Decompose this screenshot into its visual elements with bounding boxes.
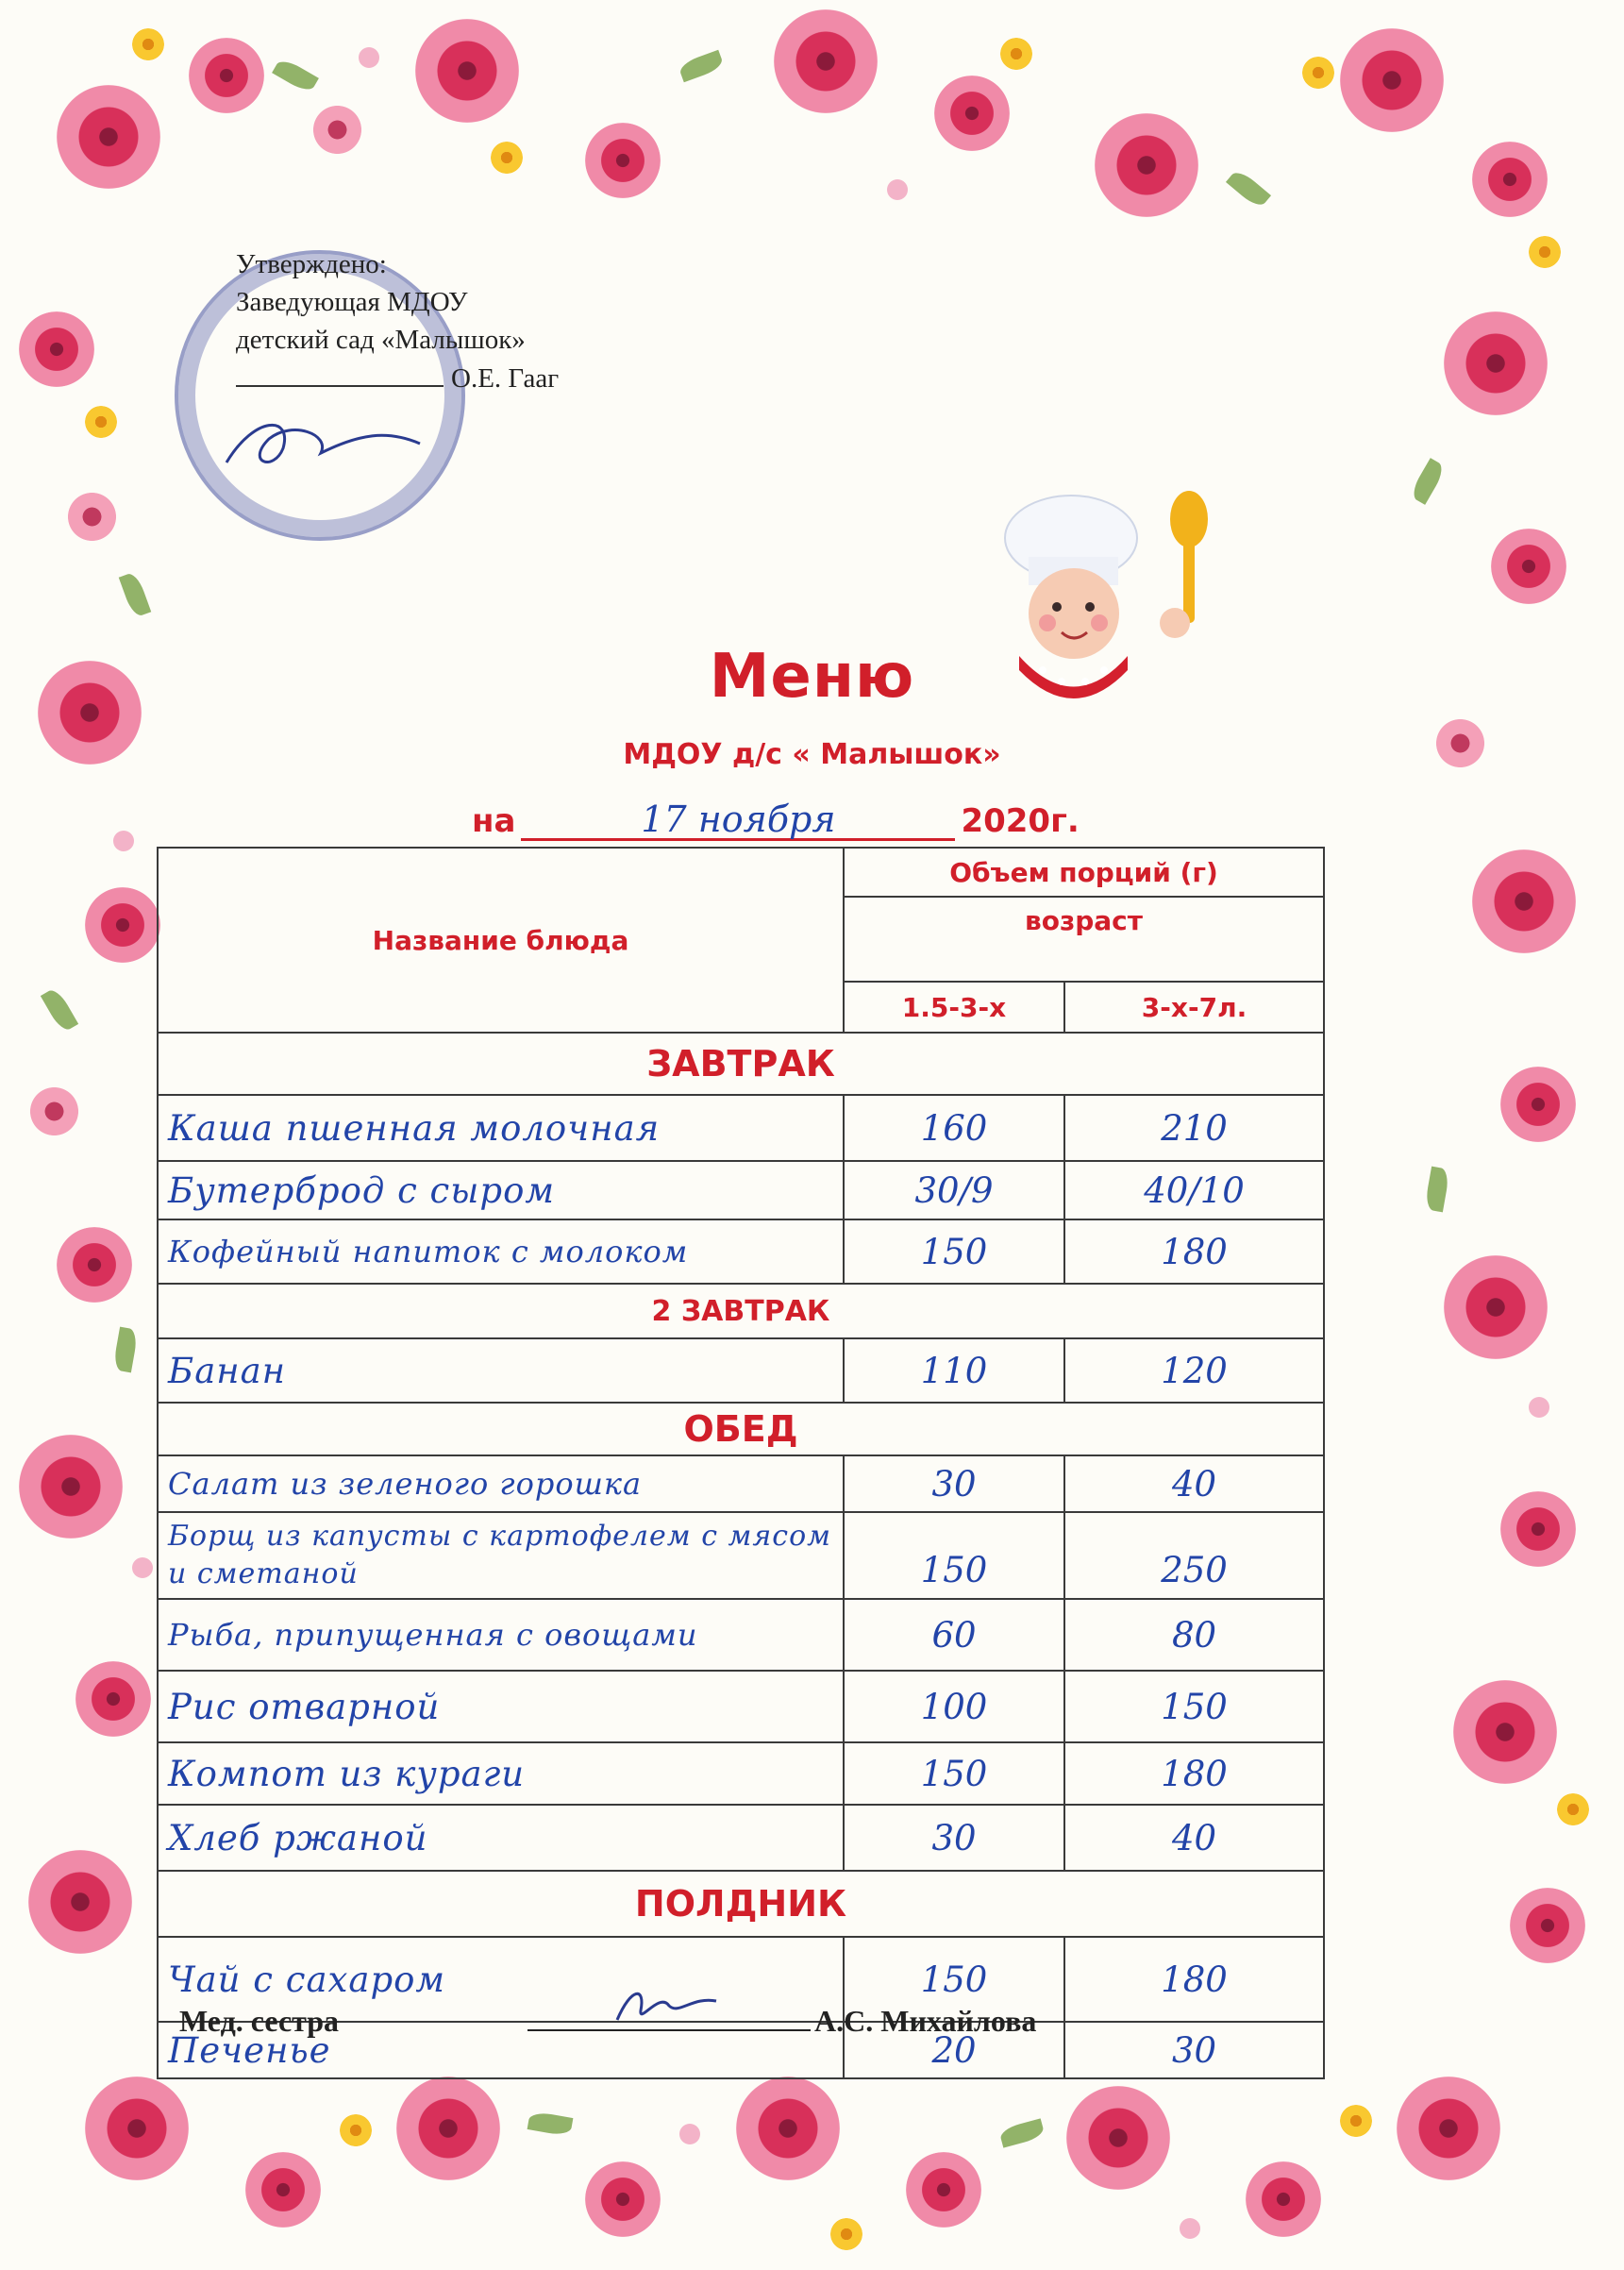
- date-line: [472, 800, 1080, 841]
- table-row: [158, 1671, 1324, 1742]
- portion-older: 150: [1064, 1671, 1324, 1742]
- col-portion-header: Объем порций (г): [844, 848, 1324, 897]
- portion-older: 250: [1064, 1512, 1324, 1599]
- col-age-header: возраст: [844, 897, 1324, 982]
- date-year: 2020г.: [961, 802, 1080, 840]
- date-prefix: на: [472, 802, 516, 840]
- section-snack: ПОЛДНИК: [158, 1871, 1324, 1937]
- approval-line-1: Утверждено:: [236, 249, 387, 279]
- section-second-breakfast: 2 ЗАВТРАК: [158, 1284, 1324, 1338]
- col-dish-header: Название блюда: [158, 848, 844, 1033]
- portion-young: 20: [844, 2022, 1064, 2078]
- approval-line-3: детский сад «Малышок»: [236, 325, 526, 355]
- portion-older: 40: [1064, 1455, 1324, 1512]
- table-row: [158, 1599, 1324, 1671]
- age-group-1: 1.5-3-х: [844, 982, 1064, 1033]
- section-lunch: ОБЕД: [158, 1403, 1324, 1455]
- portion-young: 150: [844, 1742, 1064, 1805]
- nurse-signature-line: [527, 2001, 811, 2031]
- nurse-name: А.С. Михайлова: [814, 2004, 1037, 2038]
- menu-table: [157, 847, 1325, 2079]
- portion-young: 30: [844, 1455, 1064, 1512]
- portion-young: 30/9: [844, 1161, 1064, 1219]
- portion-older: 210: [1064, 1095, 1324, 1161]
- table-row: [158, 1512, 1324, 1599]
- dish-name: Каша пшенная молочная: [158, 1095, 844, 1161]
- table-row: [158, 1219, 1324, 1284]
- approval-signer: О.Е. Гааг: [451, 363, 560, 394]
- portion-older: 120: [1064, 1338, 1324, 1403]
- dish-name: Печенье: [158, 2022, 844, 2078]
- table-row: [158, 1805, 1324, 1871]
- dish-name: Борщ из капусты с картофелем с мясом и сметаной: [158, 1512, 844, 1599]
- nurse-signature: [612, 1982, 726, 2029]
- table-row: [158, 1095, 1324, 1161]
- nurse-role: Мед. сестра: [179, 2004, 340, 2038]
- portion-young: 150: [844, 1512, 1064, 1599]
- table-row: [158, 1455, 1324, 1512]
- portion-young: 160: [844, 1095, 1064, 1161]
- footer-signature: [179, 2001, 1236, 2039]
- page-title: Меню: [709, 642, 915, 712]
- portion-older: 180: [1064, 1742, 1324, 1805]
- date-handwritten: 17 ноября: [521, 800, 955, 841]
- dish-name: Салат из зеленого горошка: [158, 1455, 844, 1512]
- portion-young: 150: [844, 1937, 1064, 2022]
- director-signature: [217, 406, 434, 481]
- page-subtitle: МДОУ д/с « Малышок»: [623, 738, 1001, 771]
- portion-older: 180: [1064, 1219, 1324, 1284]
- approval-line-2: Заведующая МДОУ: [236, 287, 468, 317]
- dish-name: Компот из кураги: [158, 1742, 844, 1805]
- approval-signature-line: [236, 359, 444, 387]
- portion-young: 30: [844, 1805, 1064, 1871]
- portion-older: 40/10: [1064, 1161, 1324, 1219]
- age-group-2: 3-х-7л.: [1064, 982, 1324, 1033]
- portion-older: 180: [1064, 1937, 1324, 2022]
- portion-young: 150: [844, 1219, 1064, 1284]
- dish-name: Бутерброд с сыром: [158, 1161, 844, 1219]
- dish-name: Банан: [158, 1338, 844, 1403]
- table-row: [158, 1742, 1324, 1805]
- dish-name: Рыба, припущенная с овощами: [158, 1599, 844, 1671]
- portion-young: 60: [844, 1599, 1064, 1671]
- dish-name: Чай с сахаром: [158, 1937, 844, 2022]
- portion-older: 30: [1064, 2022, 1324, 2078]
- dish-name: Рис отварной: [158, 1671, 844, 1742]
- approval-block: [236, 245, 679, 397]
- table-row: [158, 1161, 1324, 1219]
- dish-name: Хлеб ржаной: [158, 1805, 844, 1871]
- portion-young: 100: [844, 1671, 1064, 1742]
- portion-older: 40: [1064, 1805, 1324, 1871]
- dish-name: Кофейный напиток с молоком: [158, 1219, 844, 1284]
- section-breakfast: ЗАВТРАК: [158, 1033, 1324, 1095]
- portion-young: 110: [844, 1338, 1064, 1403]
- table-row: [158, 1338, 1324, 1403]
- portion-older: 80: [1064, 1599, 1324, 1671]
